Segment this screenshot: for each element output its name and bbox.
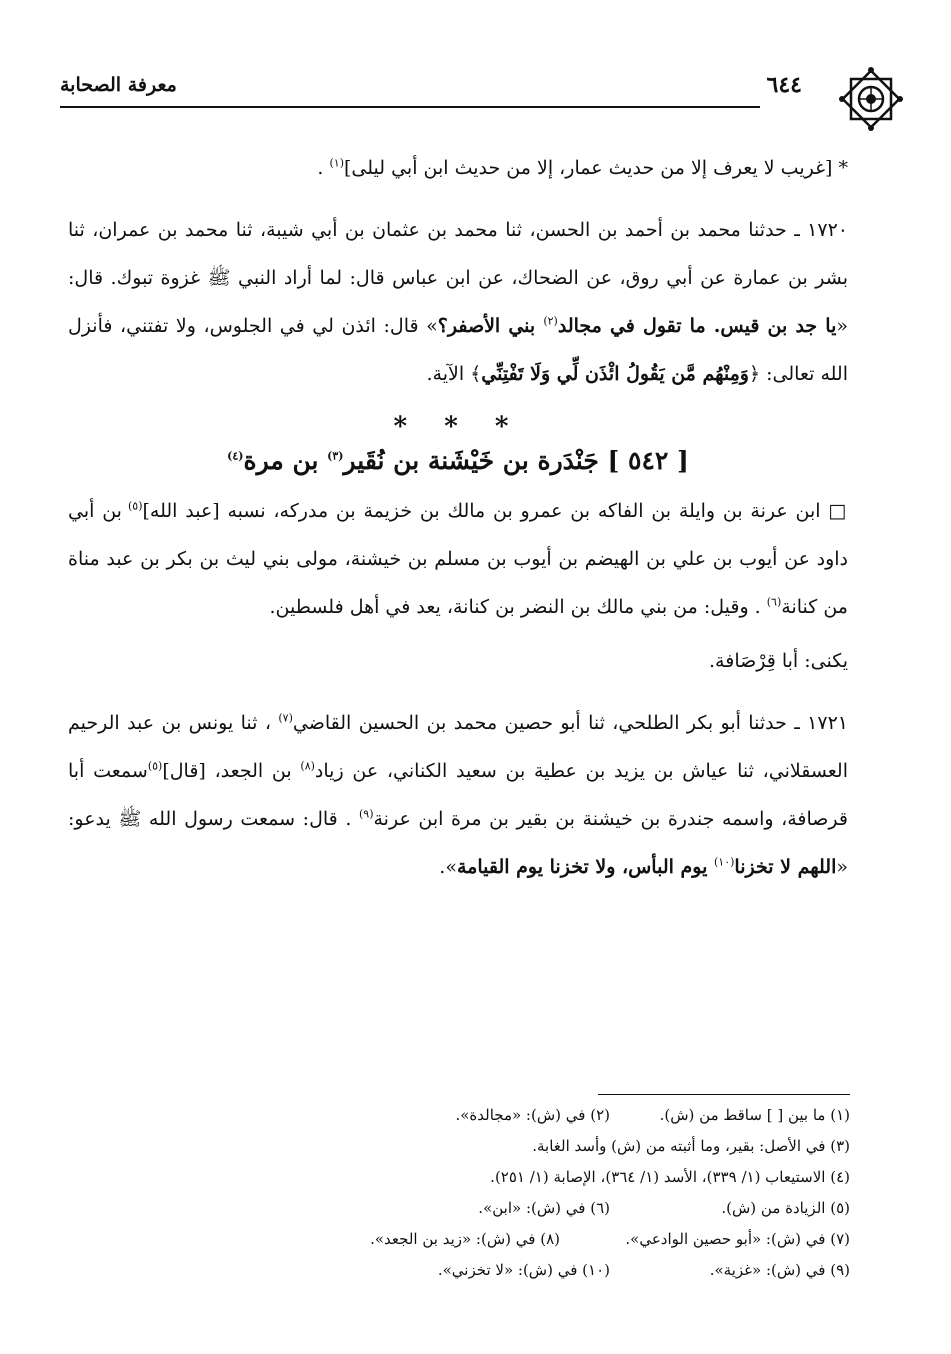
paragraph-kunya: يكنى: أبا قِرْصَافة.: [709, 650, 848, 672]
paragraph-hadith-1721: [68, 699, 848, 891]
footnote-row: [290, 1224, 850, 1255]
hadith-quote: اللهم لا تخزنا: [734, 856, 837, 878]
footnote-5: (٥) الزيادة من (ش).: [721, 1199, 850, 1217]
paragraph-lineage: [68, 487, 848, 631]
footnote-ref: (٧): [278, 711, 293, 725]
footnote-9: (٩) في (ش): «غزية».: [709, 1261, 850, 1279]
text-span: ».: [439, 856, 457, 878]
text-span: ﴾ الآية.: [426, 363, 482, 385]
text-span: بن أبي داود عن أيوب بن علي بن الهيضم بن أيوب بن مسلم بن خيشنة، مولى بني ليث بن بكر بن عبد مناة من كنانة: [68, 500, 848, 618]
book-title: معرفة الصحابة: [60, 74, 177, 96]
footnote-2: (٢) في (ش): «مجالدة».: [455, 1106, 610, 1124]
text-span: » قال: ائذن لي في الجلوس، ولا تفتني، فأنزل الله تعالى: ﴿: [68, 315, 848, 385]
heading-text: بن مرة: [243, 446, 328, 475]
text-span: . قال: سمعت رسول الله ﷺ يدعو: «: [68, 808, 848, 878]
text-span: . وقيل: من بني مالك بن النضر بن كنانة، يعد في أهل فلسطين.: [269, 596, 767, 618]
footnote-8: (٨) في (ش): «زيد بن الجعد».: [370, 1230, 560, 1248]
footnote-6: (٦) في (ش): «ابن».: [478, 1199, 610, 1217]
footnotes: [290, 1100, 850, 1286]
text-span: ١٧٢١ ـ حدثنا أبو بكر الطلحي، ثنا أبو حصين محمد بن الحسين القاضي: [292, 712, 848, 734]
footnote-row: [290, 1162, 850, 1193]
footnote-row: [290, 1131, 850, 1162]
footnote-ref: (١): [329, 156, 344, 170]
text-span: بن الجعد، [قال]: [162, 760, 301, 782]
header-divider: [60, 106, 760, 108]
footnote-row: [290, 1255, 850, 1286]
text-span: * [غريب لا يعرف إلا من حديث عمار، إلا من حديث ابن أبي ليلى]: [343, 157, 848, 179]
paragraph-hadith-1720: [68, 206, 848, 398]
footnote-ref: (٩): [358, 807, 374, 821]
main-text: [68, 140, 848, 891]
hadith-quote: يا جد بن قيس. ما تقول في مجالد: [557, 315, 837, 337]
footnote-4: (٤) الاستيعاب (١/ ٣٣٩)، الأسد (١/ ٣٦٤)، الإصابة (١/ ٢٥١).: [490, 1168, 850, 1186]
hadith-quote: بني الأصفر؟: [437, 315, 544, 337]
text-span: □ ابن عرنة بن وايلة بن الفاكه بن عمرو بن مالك بن خزيمة بن مدركه، نسبه [عبد الله]: [142, 500, 848, 522]
footnote-ref: (٨): [300, 759, 315, 773]
paragraph-gharib: [68, 144, 848, 192]
section-heading: [68, 446, 848, 475]
footnote-ref: (٤): [227, 449, 244, 463]
footnote-10: (١٠) في (ش): «لا تخزني».: [437, 1261, 610, 1279]
page-number: ٦٤٤: [766, 72, 802, 98]
footnote-divider: [598, 1094, 850, 1095]
footnote-row: [290, 1193, 850, 1224]
text-span: سمعت أبا قرصافة، واسمه جندرة بن خيشنة بن بقير بن مرة ابن عرنة: [68, 760, 848, 830]
footnote-ref: (٣): [327, 449, 344, 463]
footnote-3: (٣) في الأصل: بقير، وما أثبته من (ش) وأسد الغابة.: [532, 1137, 850, 1155]
star-ornament-icon: [836, 64, 906, 134]
footnote-ref: (٥): [127, 499, 143, 513]
footnote-ref: (١٠): [714, 855, 735, 869]
footnote-ref: (٢): [543, 314, 558, 328]
section-separator: * * *: [393, 412, 523, 442]
footnote-1: (١) ما بين [ ] ساقط من (ش).: [659, 1106, 850, 1124]
text-span: ، ثنا يونس بن عبد الرحيم العسقلاني، ثنا عياش بن يزيد بن عطية بن سعيد الكناني، عن زياد: [68, 712, 849, 782]
footnote-row: [290, 1100, 850, 1131]
footnote-ref: (٥): [147, 759, 163, 773]
text-span: ١٧٢٠ ـ حدثنا محمد بن أحمد بن الحسن، ثنا محمد بن عثمان بن أبي شيبة، ثنا محمد بن عمران، ثنا بشر بن عمارة عن أبي روق، عن الضحاك، عن ابن عباس قال: لما أراد النبي ﷺ غزوة تبوك. قال: «: [68, 219, 848, 337]
footnote-ref: (٦): [766, 595, 782, 609]
footnote-7: (٧) في (ش): «أبو حصين الوادعي».: [625, 1230, 850, 1248]
heading-text: [ ٥٤٢ ] جَنْدَرة بن خَيْشَنة بن نُقَير: [343, 446, 689, 475]
page-header: [60, 58, 894, 128]
hadith-quote: يوم البأس، ولا تخزنا يوم القيامة: [456, 856, 714, 878]
quran-verse: وَمِنْهُم مَّن يَقُولُ ائْذَن لِّي وَلَا تَفْتِنِّي: [481, 363, 749, 385]
text-span: .: [317, 157, 330, 179]
